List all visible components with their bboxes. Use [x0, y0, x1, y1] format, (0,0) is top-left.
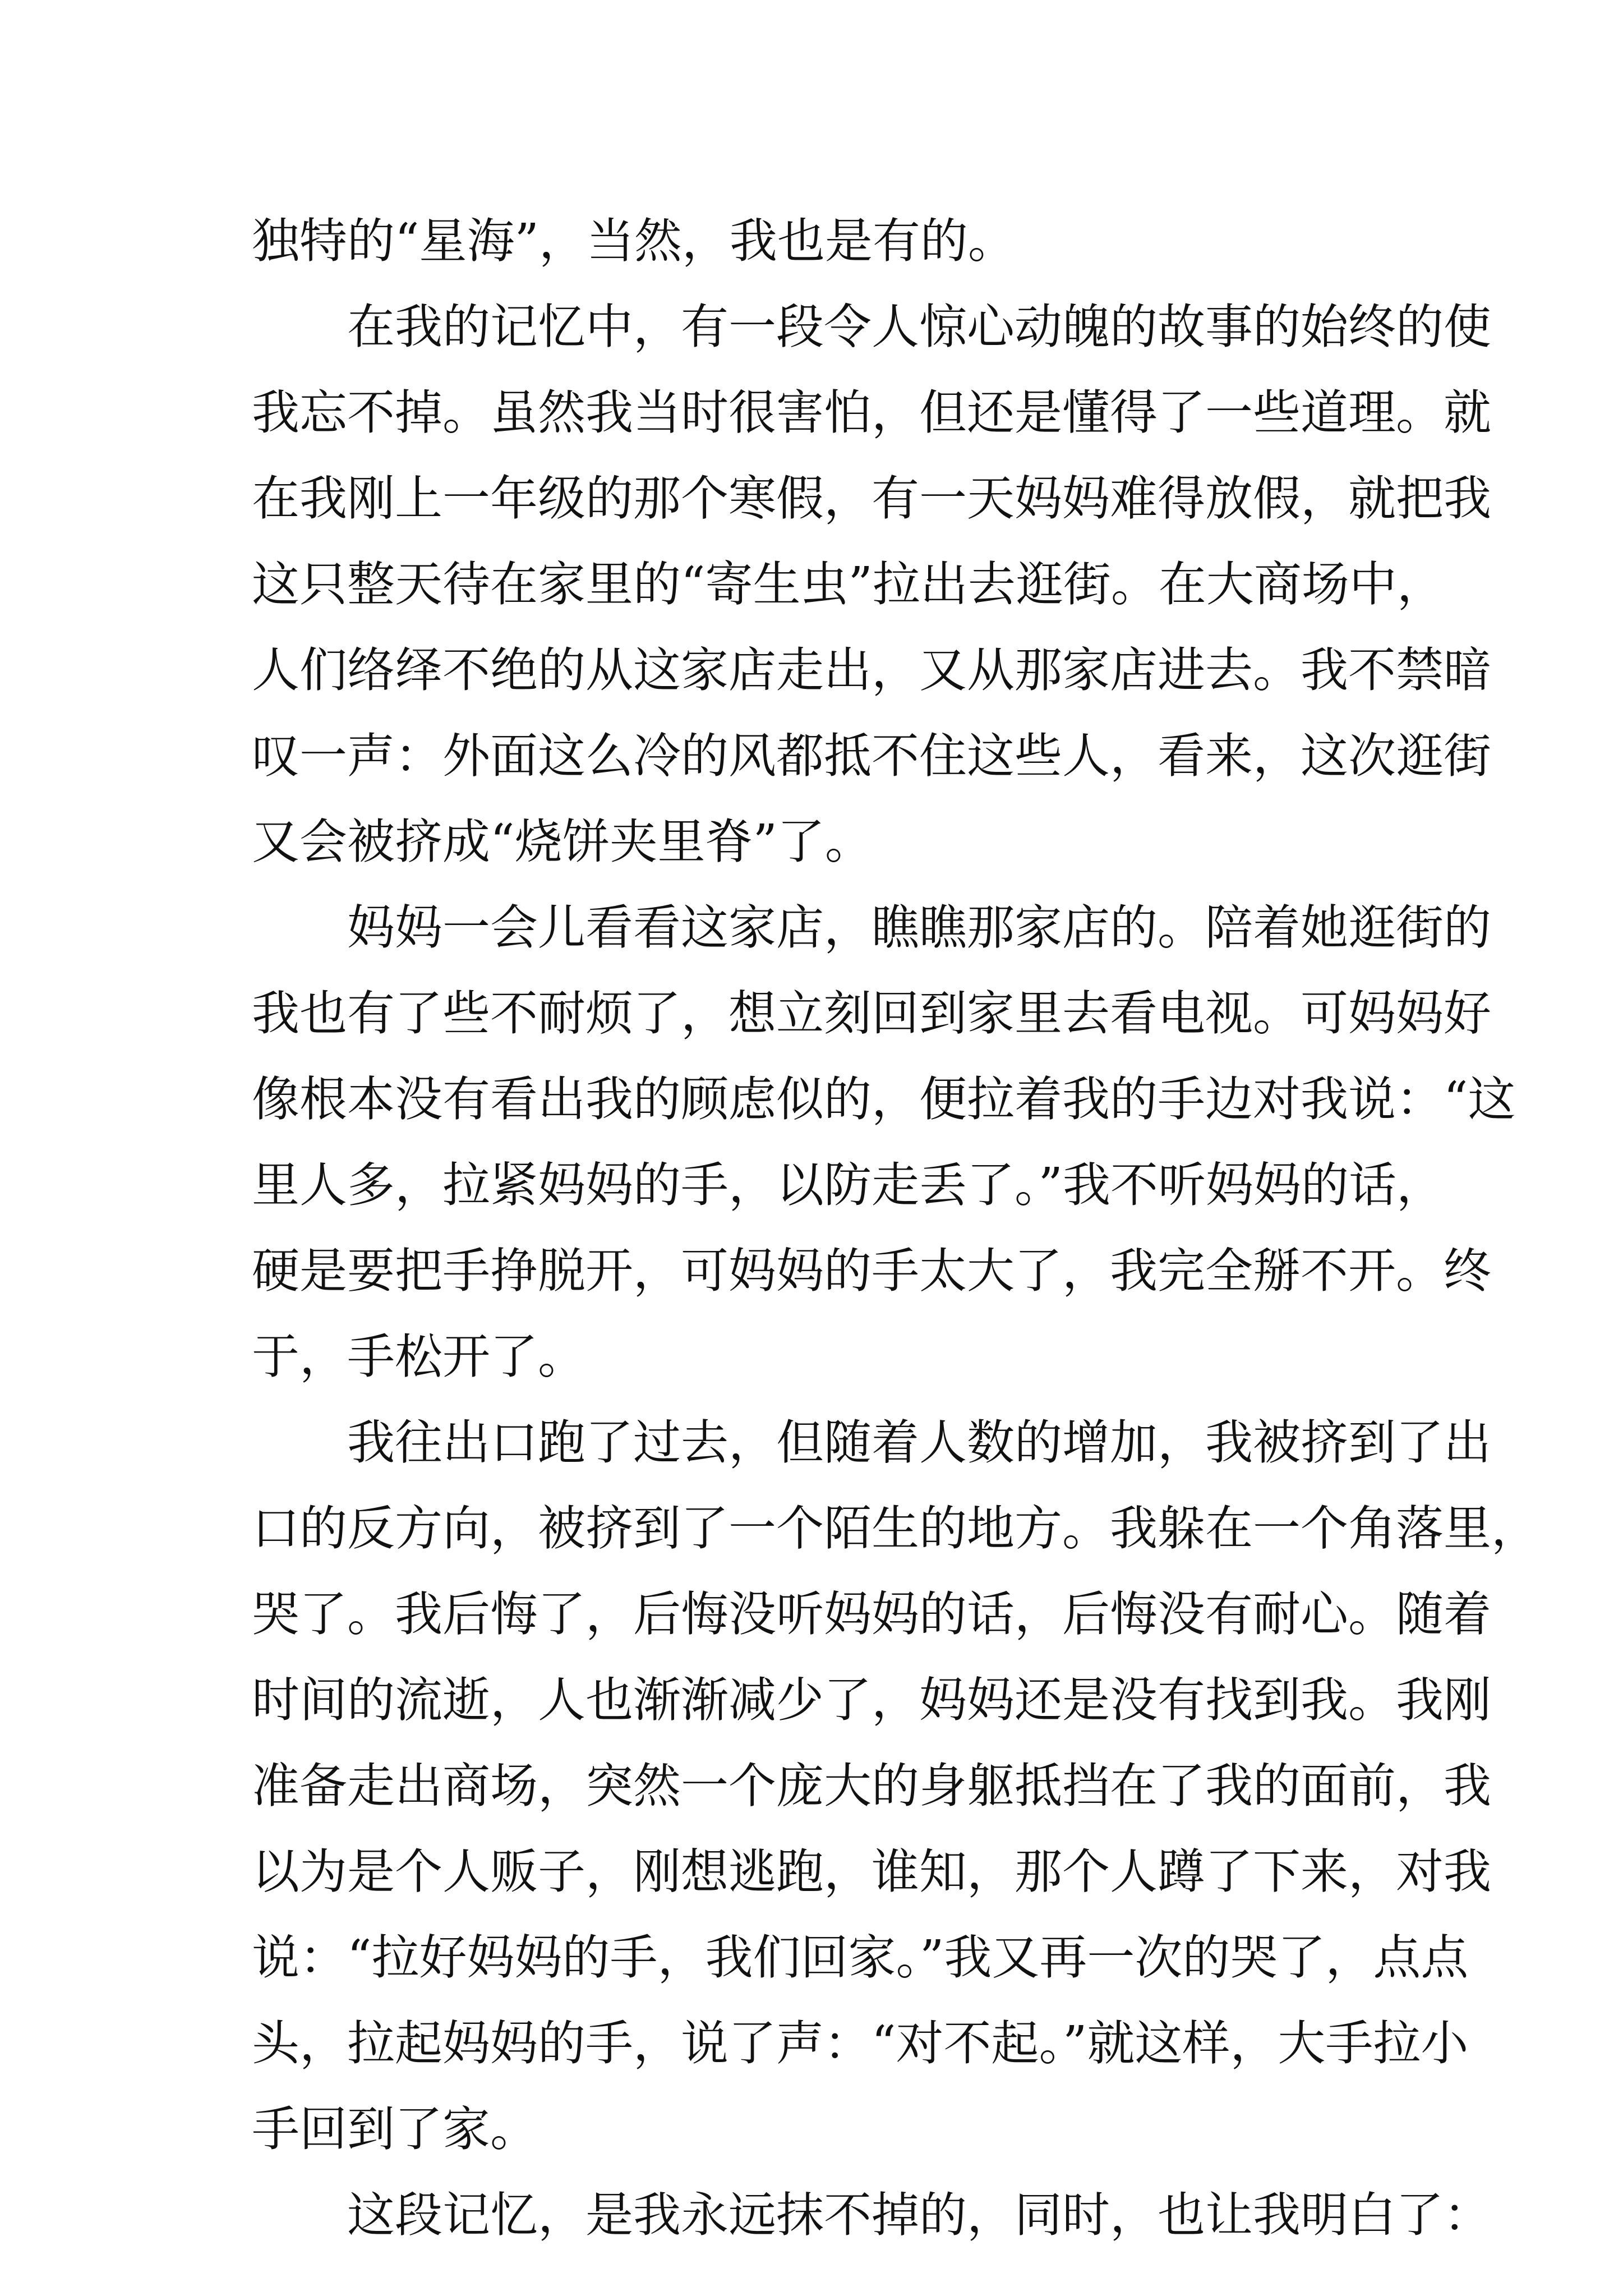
text-line [252, 557, 1445, 644]
text-line [252, 1415, 1492, 1502]
line-text: 在我刚上一年级的那个寒假，有一天妈妈难得放假，就把我 [252, 471, 1492, 527]
text-line [252, 215, 1396, 301]
line-text: 时间的流逝，人也渐渐减少了，妈妈还是没有找到我。我刚 [252, 1673, 1492, 1728]
text-line [252, 1158, 1444, 1245]
line-text: 独特的“星海”，当然，我也是有的。 [252, 214, 1016, 269]
line-text: 里人多，拉紧妈妈的手，以防走丢了。”我不听妈妈的话， [252, 1158, 1444, 1213]
line-text: 在我的记忆中，有一段令人惊心动魄的故事的始终的使 [347, 300, 1492, 355]
line-text: 这段记忆，是我永远抹不掉的，同时，也让我明白了： [347, 2188, 1492, 2243]
text-line [252, 1501, 1539, 1588]
text-line [252, 2188, 1492, 2275]
line-text: 以为是个人贩子，刚想逃跑，谁知，那个人蹲了下来，对我 [252, 1844, 1492, 1900]
text-line [252, 1759, 1492, 1846]
line-text: 头，拉起妈妈的手，说了声：“对不起。”就这样，大手拉小 [252, 2016, 1469, 2072]
line-text: 我忘不掉。虽然我当时很害怕，但还是懂得了一些道理。就 [252, 385, 1492, 441]
line-text: 口的反方向，被挤到了一个陌生的地方。我躲在一个角落里， [252, 1501, 1539, 1557]
line-text: 这只整天待在家里的“寄生虫”拉出去逛街。在大商场中， [252, 557, 1445, 613]
text-line [252, 2016, 1469, 2103]
line-text: 硬是要把手挣脱开，可妈妈的手太大了，我完全掰不开。终 [252, 1244, 1492, 1299]
text-line [252, 729, 1492, 816]
line-text: 又会被挤成“烧饼夹里脊”了。 [252, 815, 873, 870]
body-text [252, 214, 1539, 2275]
line-text: 叹一声：外面这么冷的风都抵不住这些人，看来，这次逛街 [252, 729, 1492, 784]
line-text: 于，手松开了。 [252, 1329, 586, 1385]
text-line [252, 300, 1492, 386]
text-line [252, 1331, 1396, 1416]
text-line [252, 2103, 1396, 2189]
text-line [252, 1930, 1469, 2017]
line-text: 手回到了家。 [252, 2102, 538, 2157]
text-line [252, 1587, 1492, 1674]
text-line [252, 1844, 1492, 1931]
line-text: 准备走出商场，突然一个庞大的身躯抵挡在了我的面前，我 [252, 1759, 1492, 1814]
line-text: 妈妈一会儿看看这家店，瞧瞧那家店的。陪着她逛街的 [347, 900, 1492, 956]
text-line [252, 986, 1492, 1073]
text-line [252, 900, 1492, 987]
text-line [252, 643, 1492, 730]
text-line [252, 1072, 1516, 1159]
line-text: 人们络绎不绝的从这家店走出，又从那家店进去。我不禁暗 [252, 643, 1492, 698]
line-text: 像根本没有看出我的顾虑似的，便拉着我的手边对我说：“这 [252, 1072, 1516, 1128]
text-line [252, 471, 1492, 558]
text-line [252, 1673, 1492, 1760]
line-text: 我往出口跑了过去，但随着人数的增加，我被挤到了出 [347, 1415, 1492, 1471]
line-text: 我也有了些不耐烦了，想立刻回到家里去看电视。可妈妈好 [252, 986, 1492, 1042]
text-line [252, 816, 1396, 901]
line-text: 哭了。我后悔了，后悔没听妈妈的话，后悔没有耐心。随着 [252, 1587, 1492, 1642]
text-line [252, 385, 1492, 472]
line-text: 说：“拉好妈妈的手，我们回家。”我又再一次的哭了，点点 [252, 1930, 1469, 1986]
text-line [252, 1244, 1492, 1331]
